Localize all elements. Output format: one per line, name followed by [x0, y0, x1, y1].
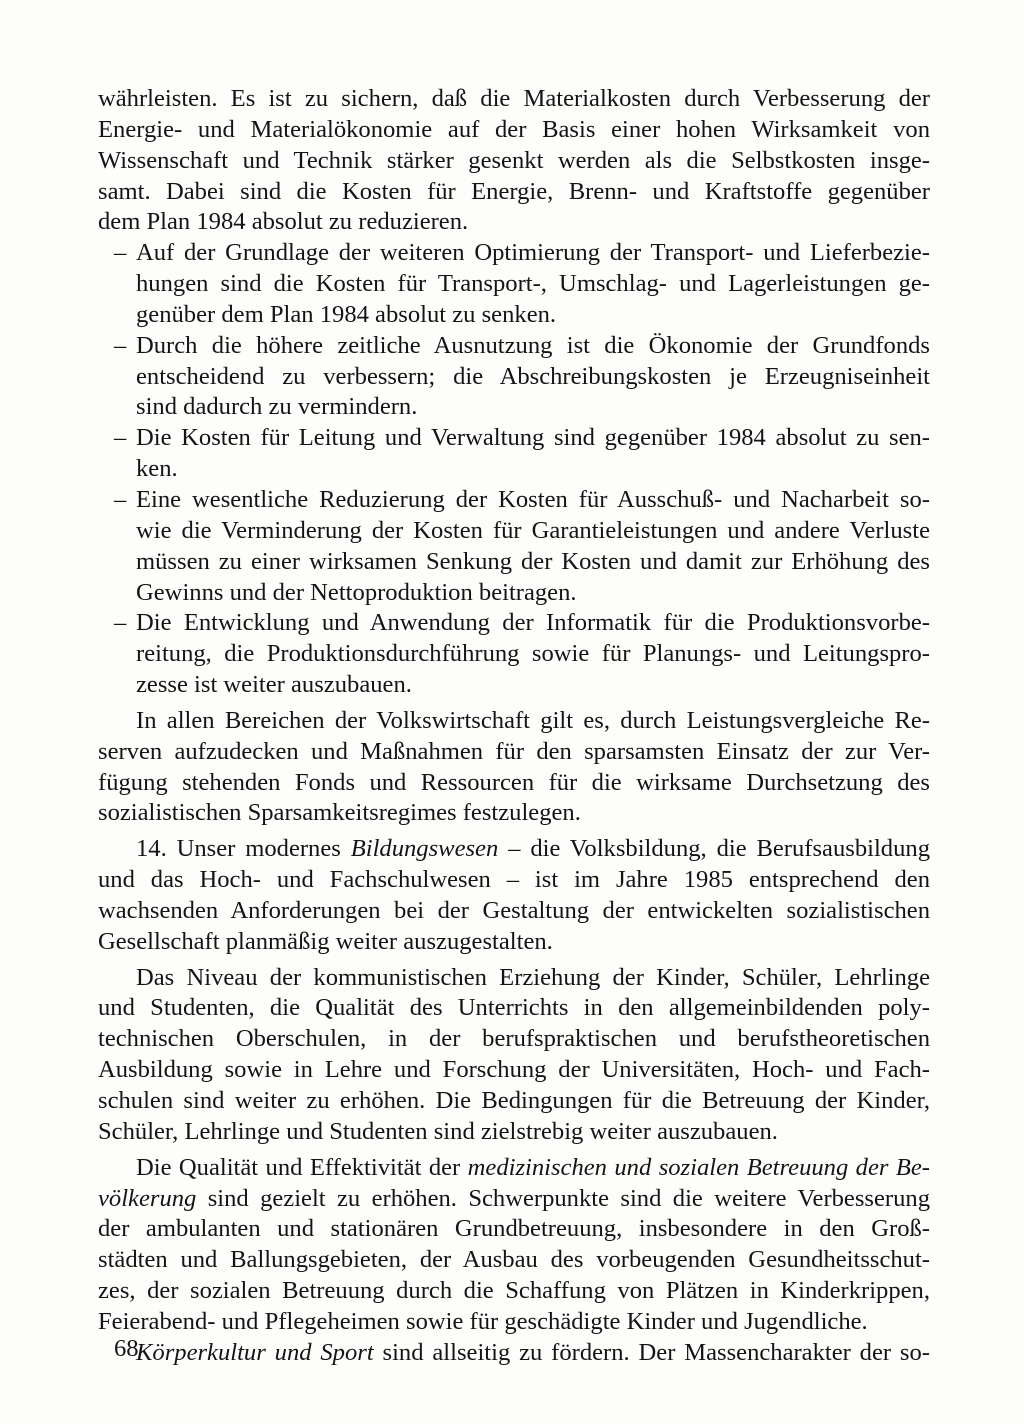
dash-bullet: –: [114, 485, 127, 513]
text-line: Feierabend- und Pflegeheimen sowie für geschädigte Kinder und Jugendliche.: [98, 1307, 868, 1335]
paragraph-first-line: Die Qualität und Effektivität der medizinischen und sozialen Betreuung der Be-: [136, 1153, 930, 1181]
emphasis: völkerung: [98, 1184, 197, 1212]
list-item-transport: – Auf der Grundlage der weiteren Optimierung der Transport- und Lieferbezie-: [98, 238, 930, 269]
text-line: zes, der sozialen Betreuung durch die Schaffung von Plätzen in Kinderkrippen,: [98, 1277, 930, 1305]
text-line: wachsenden Anforderungen bei der Gestaltung der entwickelten sozialistischen: [98, 896, 930, 924]
text-line: und Studenten, die Qualität des Unterrichts in den allgemeinbildenden poly-: [98, 994, 930, 1022]
body-text: [98, 84, 930, 1369]
text-line: sozialistischen Sparsamkeitsregimes festzulegen.: [98, 799, 581, 827]
text-line: und das Hoch- und Fachschulwesen – ist im Jahre 1985 entsprechend den: [98, 866, 930, 894]
text-line: städten und Ballungsgebieten, der Ausbau des vorbeugenden Gesundheitsschut-: [98, 1246, 930, 1274]
emphasis: Körperkultur und Sport: [136, 1338, 374, 1366]
text-line: dem Plan 1984 absolut zu reduzieren.: [98, 208, 469, 236]
text-line: währleisten. Es ist zu sichern, daß die Materialkosten durch Verbesserung der: [98, 85, 930, 112]
text-line: völkerung sind gezielt zu erhöhen. Schwerpunkte sind die weitere Verbesserung: [98, 1184, 930, 1212]
text-line: müssen zu einer wirksamen Senkung der Kosten und damit zur Erhöhung des: [136, 547, 930, 575]
text-line: serven aufzudecken und Maßnahmen für den sparsamsten Einsatz der zur Ver-: [98, 737, 930, 765]
list-item-informatik: – Die Entwicklung und Anwendung der Informatik für die Produktionsvorbe-: [98, 608, 930, 639]
text-line: Ausbildung sowie in Lehre und Forschung der Universitäten, Hoch- und Fach-: [98, 1056, 930, 1084]
paragraph-first-line: 14. Unser modernes Bildungswesen – die Volksbildung, die Berufsausbildung: [136, 835, 930, 863]
paragraph-first-line: In allen Bereichen der Volkswirtschaft gilt es, durch Leistungsvergleiche Re-: [136, 706, 930, 734]
text-line: zesse ist weiter auszubauen.: [136, 671, 412, 699]
dash-bullet: –: [114, 424, 127, 452]
dash-bullet: –: [114, 609, 127, 637]
dash-bullet: –: [114, 331, 127, 359]
text-line: samt. Dabei sind die Kosten für Energie, Brenn- und Kraftstoffe gegenüber: [98, 177, 930, 205]
paragraph-first-line: Das Niveau der kommunistischen Erziehung der Kinder, Schüler, Lehrlinge: [136, 963, 930, 991]
text-line: sind dadurch zu vermindern.: [136, 393, 418, 421]
text-line: hungen sind die Kosten für Transport-, Umschlag- und Lagerleistungen ge-: [136, 270, 930, 298]
text-line: schulen sind weiter zu erhöhen. Die Bedingungen für die Betreuung der Kinder,: [98, 1087, 930, 1114]
list-item-leitung: – Die Kosten für Leitung und Verwaltung sind gegenüber 1984 absolut zu sen-: [98, 423, 930, 454]
text-line: Gesellschaft planmäßig weiter auszugestalten.: [98, 927, 553, 955]
list-item-grundfonds: – Durch die höhere zeitliche Ausnutzung ist die Ökonomie der Grundfonds: [98, 331, 930, 362]
list-item-ausschuss: – Eine wesentliche Reduzierung der Kosten für Ausschuß- und Nacharbeit so-: [98, 485, 930, 516]
text-line: technischen Oberschulen, in der berufspraktischen und berufstheoretischen: [98, 1025, 930, 1053]
text-line: fügung stehenden Fonds und Ressourcen für die wirksame Durchsetzung des: [98, 768, 930, 796]
text-line: Energie- und Materialökonomie auf der Basis einer hohen Wirksamkeit von: [98, 115, 930, 143]
text-line: der ambulanten und stationären Grundbetreuung, insbesondere in den Groß-: [98, 1215, 930, 1243]
text-line: Wissenschaft und Technik stärker gesenkt werden als die Selbstkosten insge-: [98, 146, 930, 174]
text-line: entscheidend zu verbessern; die Abschreibungskosten je Erzeugniseinheit: [136, 362, 930, 390]
emphasis: medizinischen und sozialen Betreuung der Be-: [467, 1153, 930, 1181]
emphasis: Bildungswesen: [350, 835, 499, 863]
text-line: ken.: [136, 455, 178, 483]
text-line: Gewinns und der Nettoproduktion beitragen.: [136, 578, 577, 606]
page-number: 68: [114, 1335, 139, 1362]
dash-bullet: –: [114, 239, 127, 267]
text-line: wie die Verminderung der Kosten für Garantieleistungen und andere Verluste: [136, 516, 930, 544]
paragraph-first-line: Körperkultur und Sport sind allseitig zu fördern. Der Massencharakter der so-: [136, 1338, 930, 1366]
text-line: genüber dem Plan 1984 absolut zu senken.: [136, 300, 557, 328]
text-line: Schüler, Lehrlinge und Studenten sind zielstrebig weiter auszubauen.: [98, 1117, 778, 1145]
text-line: reitung, die Produktionsdurchführung sowie für Planungs- und Leitungspro-: [136, 640, 930, 668]
